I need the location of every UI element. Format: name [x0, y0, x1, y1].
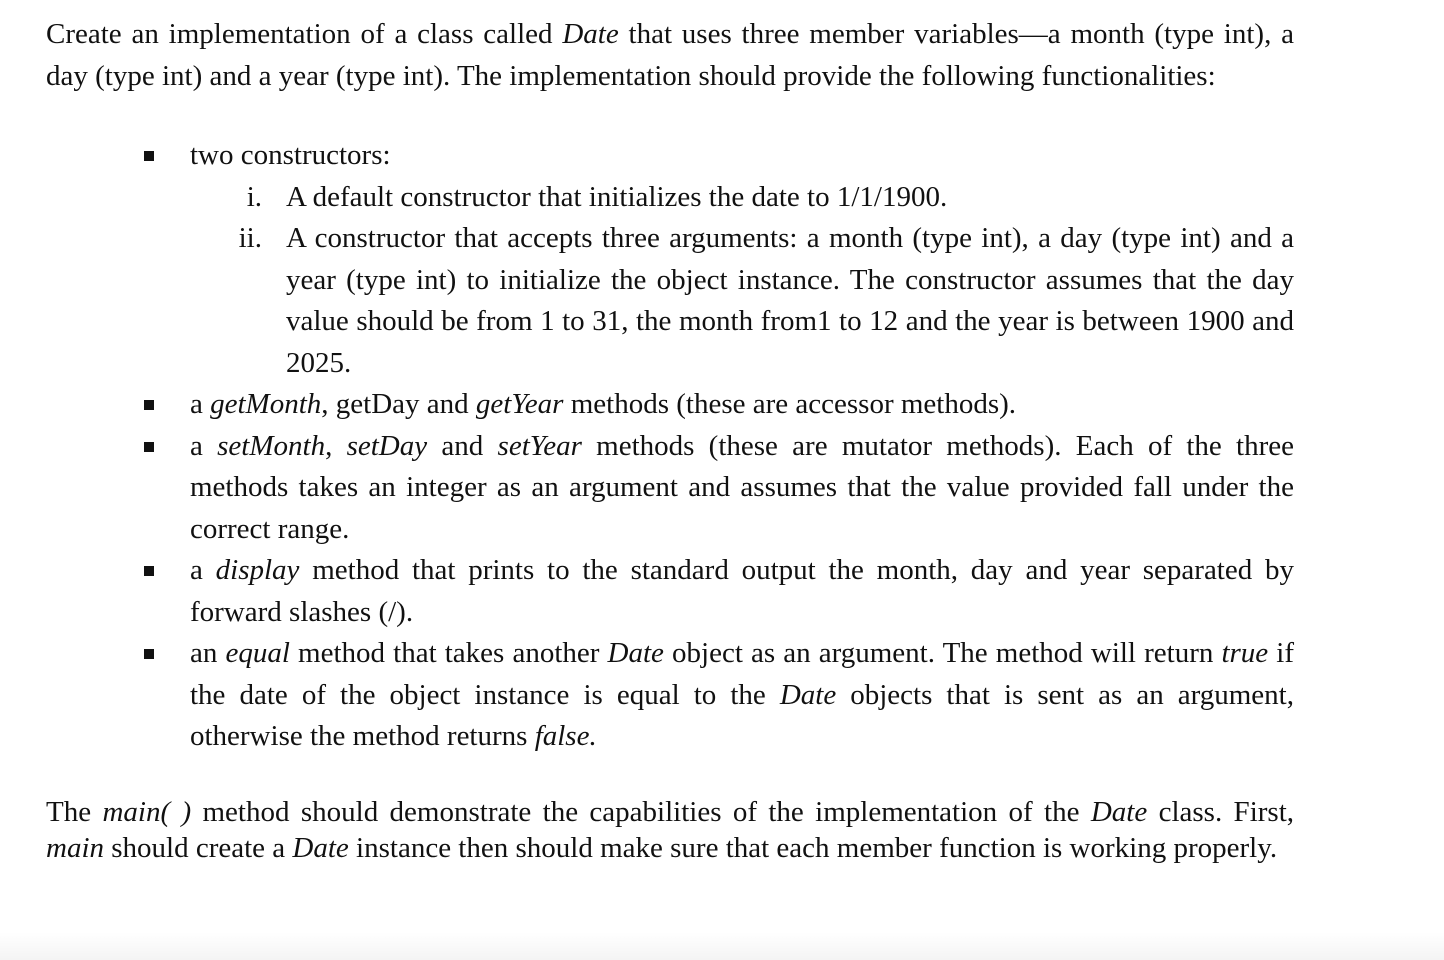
square-bullet-icon [144, 442, 154, 452]
list-item-mutators [46, 426, 1294, 551]
constructor-item-three-args [190, 218, 1294, 384]
roman-numeral: ii. [238, 222, 262, 254]
set-year-name: setYear [497, 429, 582, 462]
date-class-name: Date [779, 678, 837, 711]
accessors-text: , getDay and [321, 388, 476, 420]
equal-text: objects that is sent as an argument, otherwise the method returns [190, 678, 1294, 752]
outro-text: should create a [104, 832, 293, 864]
outro-text: The [46, 795, 103, 828]
mutators-text: a [190, 429, 218, 462]
outro-text: class. First, [1147, 795, 1294, 828]
outro-text: instance then should make sure that each member function is working properly. [348, 832, 1278, 864]
list-item-display [46, 550, 1294, 633]
functionality-list [46, 135, 1294, 758]
date-class-name: Date [607, 637, 664, 669]
display-method-name: display [215, 554, 300, 586]
display-text: method that prints to the standard output the month, day and year separated by forward slashes (/). [190, 554, 1295, 628]
equal-text: an [190, 637, 226, 669]
square-bullet-icon [144, 151, 154, 161]
main-call-name: main( ) [102, 795, 192, 828]
mutators-text: , [325, 429, 347, 462]
true-keyword: true [1221, 637, 1269, 669]
false-keyword: false. [534, 720, 597, 752]
intro-paragraph [46, 14, 1294, 97]
square-bullet-icon [144, 566, 154, 576]
assignment-document [46, 14, 1294, 867]
intro-text-2: that uses three member variables—a month (type int), a day (type int) and a year (type int). The implementation should provide the following functionalities: [46, 18, 1294, 92]
display-text: a [190, 554, 216, 586]
square-bullet-icon [144, 400, 154, 410]
set-month-name: setMonth [217, 429, 326, 462]
constructor-sublist [190, 177, 1294, 385]
constructors-label: two constructors: [190, 139, 391, 171]
equal-text: object as an argument. The method will return [663, 637, 1222, 669]
roman-numeral: i. [246, 180, 262, 213]
main-method-paragraph [46, 794, 1294, 867]
outro-text: method should demonstrate the capabilities of the implementation of the [191, 795, 1091, 828]
equal-text: method that takes another [289, 637, 608, 669]
constructor-text: A default constructor that initializes the date to 1/1/1900. [286, 180, 948, 213]
intro-text-1: Create an implementation of a class called [46, 18, 563, 50]
list-item-constructors [46, 135, 1294, 384]
date-class-name: Date [1090, 795, 1148, 828]
get-year-name: getYear [475, 388, 564, 420]
list-item-equal [46, 633, 1294, 758]
equal-text: if the date of the object instance is equal to the [190, 637, 1295, 711]
accessors-text: methods (these are accessor methods). [563, 388, 1017, 420]
constructor-item-default [190, 177, 1294, 219]
page-bottom-shade [0, 932, 1444, 960]
square-bullet-icon [144, 649, 154, 659]
list-item-accessors [46, 384, 1294, 426]
date-class-name: Date [292, 832, 349, 864]
set-day-name: setDay [346, 429, 428, 462]
mutators-text: methods (these are mutator methods). Each of the three methods takes an integer as an argument and assumes that the value provided fall under the correct range. [190, 429, 1295, 545]
main-name: main [46, 832, 104, 864]
mutators-text: and [427, 429, 498, 462]
equal-method-name: equal [225, 637, 290, 669]
date-class-name: Date [562, 18, 619, 50]
accessors-text: a [190, 388, 211, 420]
get-month-name: getMonth [210, 388, 322, 420]
constructor-text: A constructor that accepts three arguments: a month (type int), a day (type int) and a year (type int) to initialize the object instance. The constructor assumes that the day value should be from 1 to 31, the month from1 to 12 and the year is between 1900 and 2025. [286, 222, 1294, 379]
